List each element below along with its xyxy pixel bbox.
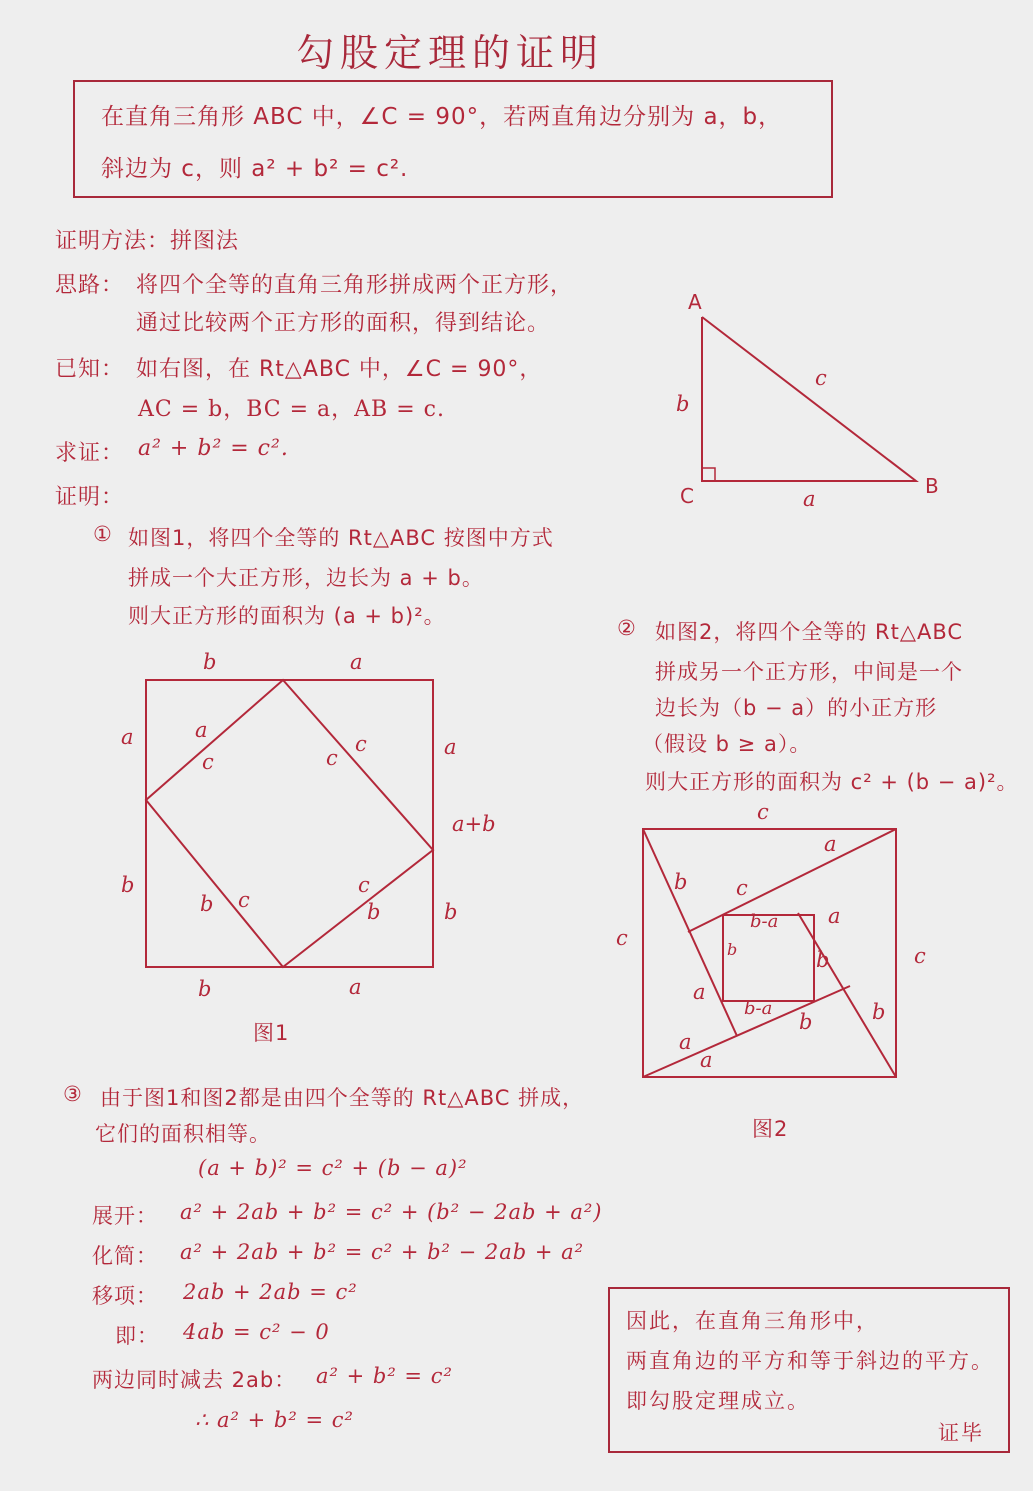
method-value: 拼图法	[170, 229, 240, 254]
step2-line-2: 拼成另一个正方形，中间是一个	[655, 660, 963, 684]
step2-line-4: （假设 b ≥ a）。	[642, 732, 812, 756]
page-title: 勾股定理的证明	[295, 31, 604, 75]
step3-marker: ③	[63, 1082, 83, 1106]
fig2-label: b	[727, 940, 738, 959]
side-bc-label: a	[803, 487, 816, 511]
therefore-equation: ∴ a² + b² = c²	[195, 1408, 354, 1432]
subtract-label: 两边同时减去 2ab：	[92, 1368, 297, 1392]
step3-equation-0: (a + b)² = c² + (b − a)²	[198, 1156, 468, 1180]
step2-marker: ②	[617, 616, 637, 640]
expand-label: 展开：	[92, 1204, 158, 1228]
fig2-label: a	[828, 904, 841, 928]
fig2-label: b-a	[750, 911, 779, 932]
fig2-label: c	[616, 926, 628, 950]
simplify-label: 化简：	[92, 1244, 158, 1268]
idea-label: 思路：	[55, 273, 125, 298]
fig1-label: b	[203, 650, 217, 674]
fig2-label: b	[872, 1000, 886, 1024]
fig2-label: b-a	[744, 998, 773, 1019]
fig1-label: c	[238, 888, 250, 912]
step1-line-2: 拼成一个大正方形，边长为 a + b。	[128, 566, 484, 590]
given-line-1: 如右图，在 Rt△ABC 中，∠C = 90°，	[136, 357, 543, 382]
expand-equation: a² + 2ab + b² = c² + (b² − 2ab + a²)	[180, 1200, 603, 1224]
fig1-label: b	[200, 892, 214, 916]
method-label: 证明方法：	[55, 229, 171, 254]
ie-label: 即：	[115, 1324, 159, 1348]
fig1-label: c	[326, 746, 338, 770]
proof-label: 证明：	[55, 485, 125, 510]
fig2-label: c	[757, 800, 769, 824]
step3-line-2: 它们的面积相等。	[95, 1122, 271, 1146]
idea-line-1: 将四个全等的直角三角形拼成两个正方形，	[136, 273, 574, 298]
step3-line-1: 由于图1和图2都是由四个全等的 Rt△ABC 拼成，	[100, 1086, 585, 1110]
step2-line-1: 如图2，将四个全等的 Rt△ABC	[655, 620, 964, 644]
figure1-diagram	[146, 680, 433, 967]
fig1-label: b	[444, 900, 458, 924]
fig1-label: c	[202, 750, 214, 774]
fig1-label: a	[121, 725, 134, 749]
fig1-label: a	[349, 975, 362, 999]
fig2-label: b	[674, 870, 688, 894]
figure2-caption: 图2	[752, 1117, 789, 1141]
idea-line-2: 通过比较两个正方形的面积，得到结论。	[136, 311, 551, 336]
qed-label: 证毕	[938, 1421, 984, 1445]
fig1-label: a	[350, 650, 363, 674]
side-ab-label: c	[815, 366, 827, 390]
vertex-b-label: B	[925, 474, 939, 498]
step1-line-3: 则大正方形的面积为 (a + b)²。	[128, 604, 446, 628]
move-label: 移项：	[92, 1284, 158, 1308]
vertex-c-label: C	[680, 484, 694, 508]
step2-line-3: 边长为（b − a）的小正方形	[655, 696, 938, 720]
fig2-label: a	[693, 980, 706, 1004]
to-prove-label: 求证：	[55, 441, 125, 466]
simplify-equation: a² + 2ab + b² = c² + b² − 2ab + a²	[180, 1240, 585, 1264]
conclusion-line-2: 两直角边的平方和等于斜边的平方。	[626, 1349, 994, 1373]
fig1-label: b	[367, 900, 381, 924]
move-equation: 2ab + 2ab = c²	[183, 1280, 358, 1304]
fig1-label-total: a+b	[452, 812, 496, 836]
to-prove-value: a² + b² = c².	[138, 436, 289, 461]
conclusion-box	[608, 1287, 1010, 1453]
side-ac-label: b	[676, 392, 690, 416]
fig1-label: c	[358, 873, 370, 897]
step2-line-5: 则大正方形的面积为 c² + (b − a)²。	[645, 770, 1019, 794]
fig2-label: c	[914, 944, 926, 968]
fig2-label: a	[700, 1048, 713, 1072]
given-line-2: AC = b，BC = a，AB = c.	[138, 397, 445, 422]
step1-marker: ①	[93, 522, 113, 546]
ie-equation: 4ab = c² − 0	[183, 1320, 330, 1344]
figure1-caption: 图1	[253, 1021, 290, 1045]
fig1-label: b	[121, 873, 135, 897]
conclusion-line-3: 即勾股定理成立。	[626, 1389, 810, 1413]
step1-line-1: 如图1，将四个全等的 Rt△ABC 按图中方式	[128, 526, 554, 550]
fig2-label: a	[824, 832, 837, 856]
right-triangle-abc	[702, 317, 916, 481]
conclusion-line-1: 因此，在直角三角形中，	[626, 1309, 879, 1333]
given-label: 已知：	[55, 357, 125, 382]
fig1-label: a	[195, 718, 208, 742]
theorem-line-1: 在直角三角形 ABC 中，∠C = 90°，若两直角边分别为 a，b，	[101, 104, 783, 130]
fig1-label: c	[355, 732, 367, 756]
fig2-label: c	[736, 876, 748, 900]
fig2-label: b	[816, 948, 830, 972]
theorem-line-2: 斜边为 c，则 a² + b² = c².	[101, 156, 409, 182]
fig1-label: a	[444, 735, 457, 759]
vertex-a-label: A	[688, 290, 702, 314]
fig2-label: a	[679, 1030, 692, 1054]
fig2-label: b	[799, 1010, 813, 1034]
fig1-label: b	[198, 977, 212, 1001]
subtract-equation: a² + b² = c²	[316, 1364, 453, 1388]
